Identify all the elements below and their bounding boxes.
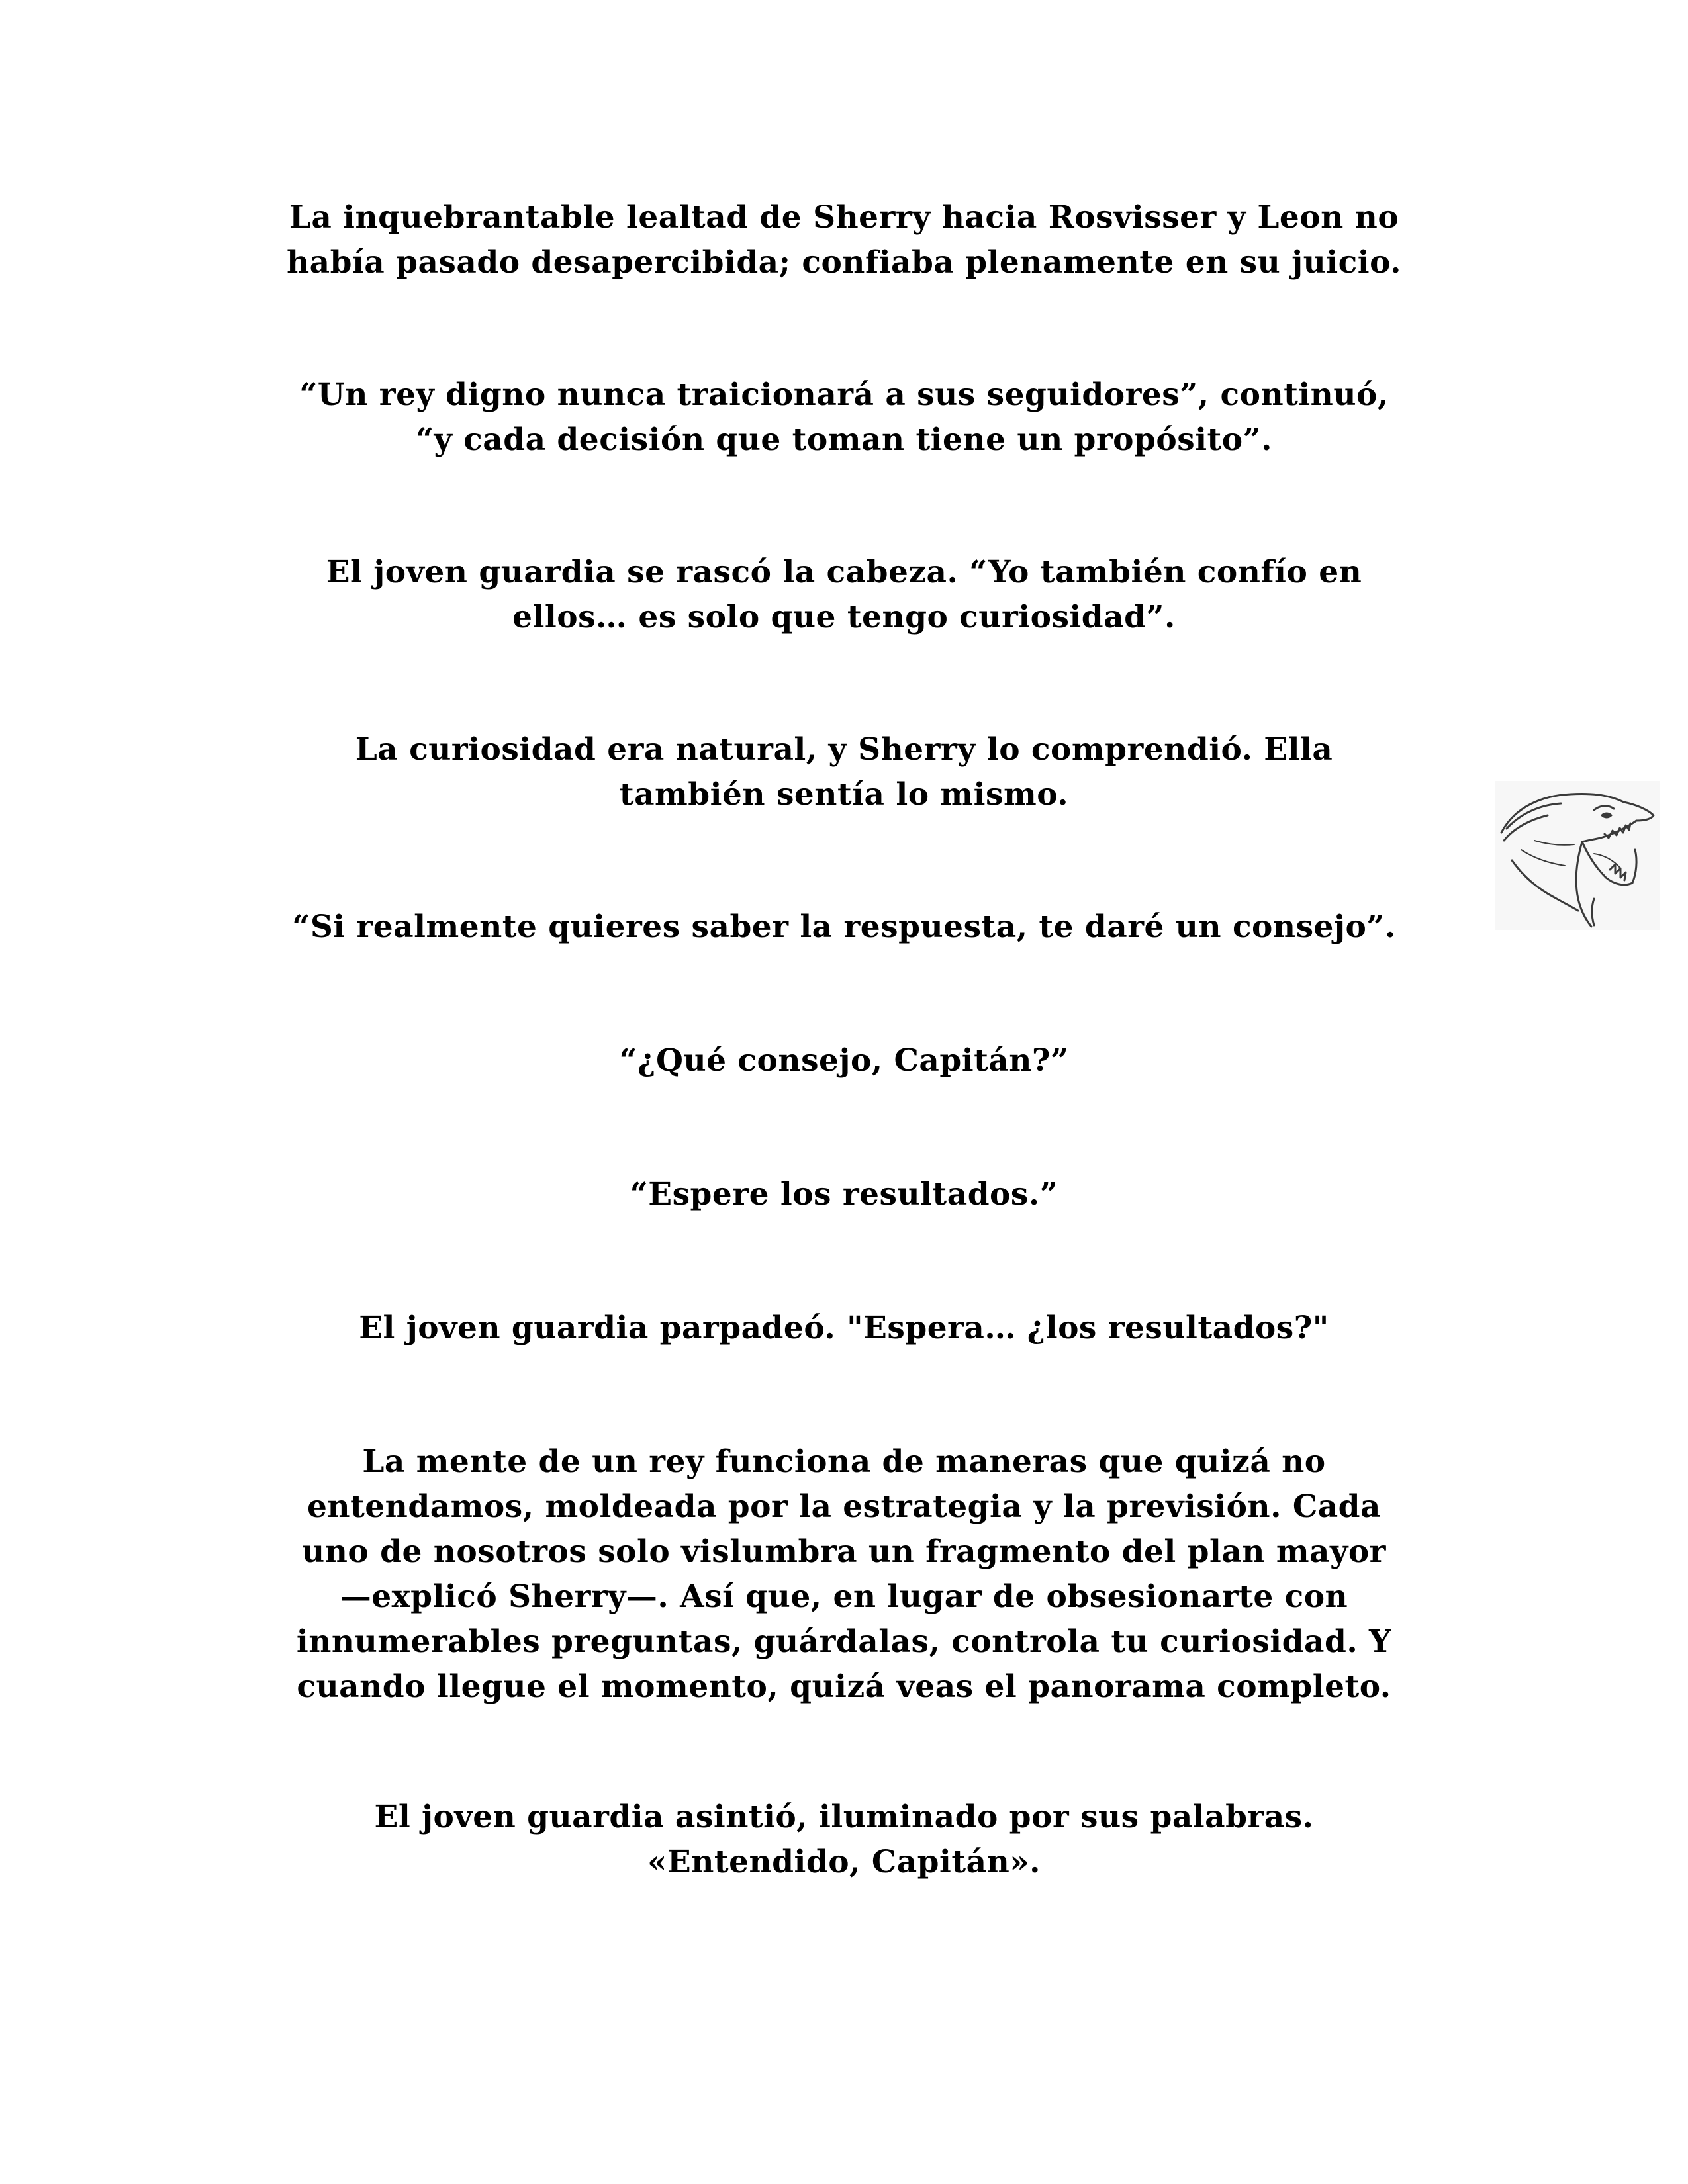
paragraph-line: La mente de un rey funciona de maneras que quizá no (362, 1443, 1326, 1480)
paragraph-line: innumerables preguntas, guárdalas, controla tu curiosidad. Y (296, 1623, 1392, 1660)
paragraph-8 (199, 1306, 1489, 1351)
paragraph-line: entendamos, moldeada por la estrategia y la previsión. Cada (307, 1488, 1381, 1525)
paragraph-line: también sentía lo mismo. (619, 776, 1069, 813)
paragraph-line: “¿Qué consejo, Capitán?” (619, 1042, 1069, 1079)
paragraph-2 (199, 373, 1489, 463)
paragraph-3 (199, 550, 1489, 640)
paragraph-line: —explicó Sherry—. Así que, en lugar de obsesionarte con (340, 1578, 1348, 1615)
paragraph-1 (199, 195, 1489, 285)
paragraph-line: «Entendido, Capitán». (647, 1844, 1041, 1880)
paragraph-9 (199, 1439, 1489, 1709)
paragraph-line: ellos… es solo que tengo curiosidad”. (512, 599, 1176, 635)
paragraph-6 (199, 1038, 1489, 1083)
paragraph-line: “Un rey digno nunca traicionará a sus seguidores”, continuó, (299, 377, 1389, 413)
paragraph-line: La curiosidad era natural, y Sherry lo comprendió. Ella (355, 731, 1333, 768)
paragraph-line: cuando llegue el momento, quizá veas el panorama completo. (297, 1668, 1391, 1705)
paragraph-line: había pasado desapercibida; confiaba plenamente en su juicio. (286, 244, 1402, 281)
paragraph-line: El joven guardia se rascó la cabeza. “Yo también confío en (326, 554, 1362, 590)
paragraph-line: “Si realmente quieres saber la respuesta, te daré un consejo”. (292, 909, 1396, 945)
paragraph-line: uno de nosotros solo vislumbra un fragmento del plan mayor (302, 1533, 1386, 1570)
paragraph-line: El joven guardia parpadeó. "Espera… ¿los resultados?" (359, 1310, 1329, 1346)
paragraph-4 (199, 727, 1489, 817)
paragraph-7 (199, 1172, 1489, 1217)
paragraph-line: “Espere los resultados.” (630, 1176, 1058, 1212)
paragraph-line: “y cada decisión que toman tiene un propósito”. (415, 422, 1273, 458)
paragraph-10 (199, 1795, 1489, 1885)
paragraph-5 (199, 905, 1489, 950)
paragraph-line: El joven guardia asintió, iluminado por sus palabras. (374, 1799, 1314, 1835)
dinosaur-head-sketch-icon (1495, 781, 1660, 930)
paragraph-line: La inquebrantable lealtad de Sherry hacia Rosvisser y Leon no (289, 199, 1399, 236)
